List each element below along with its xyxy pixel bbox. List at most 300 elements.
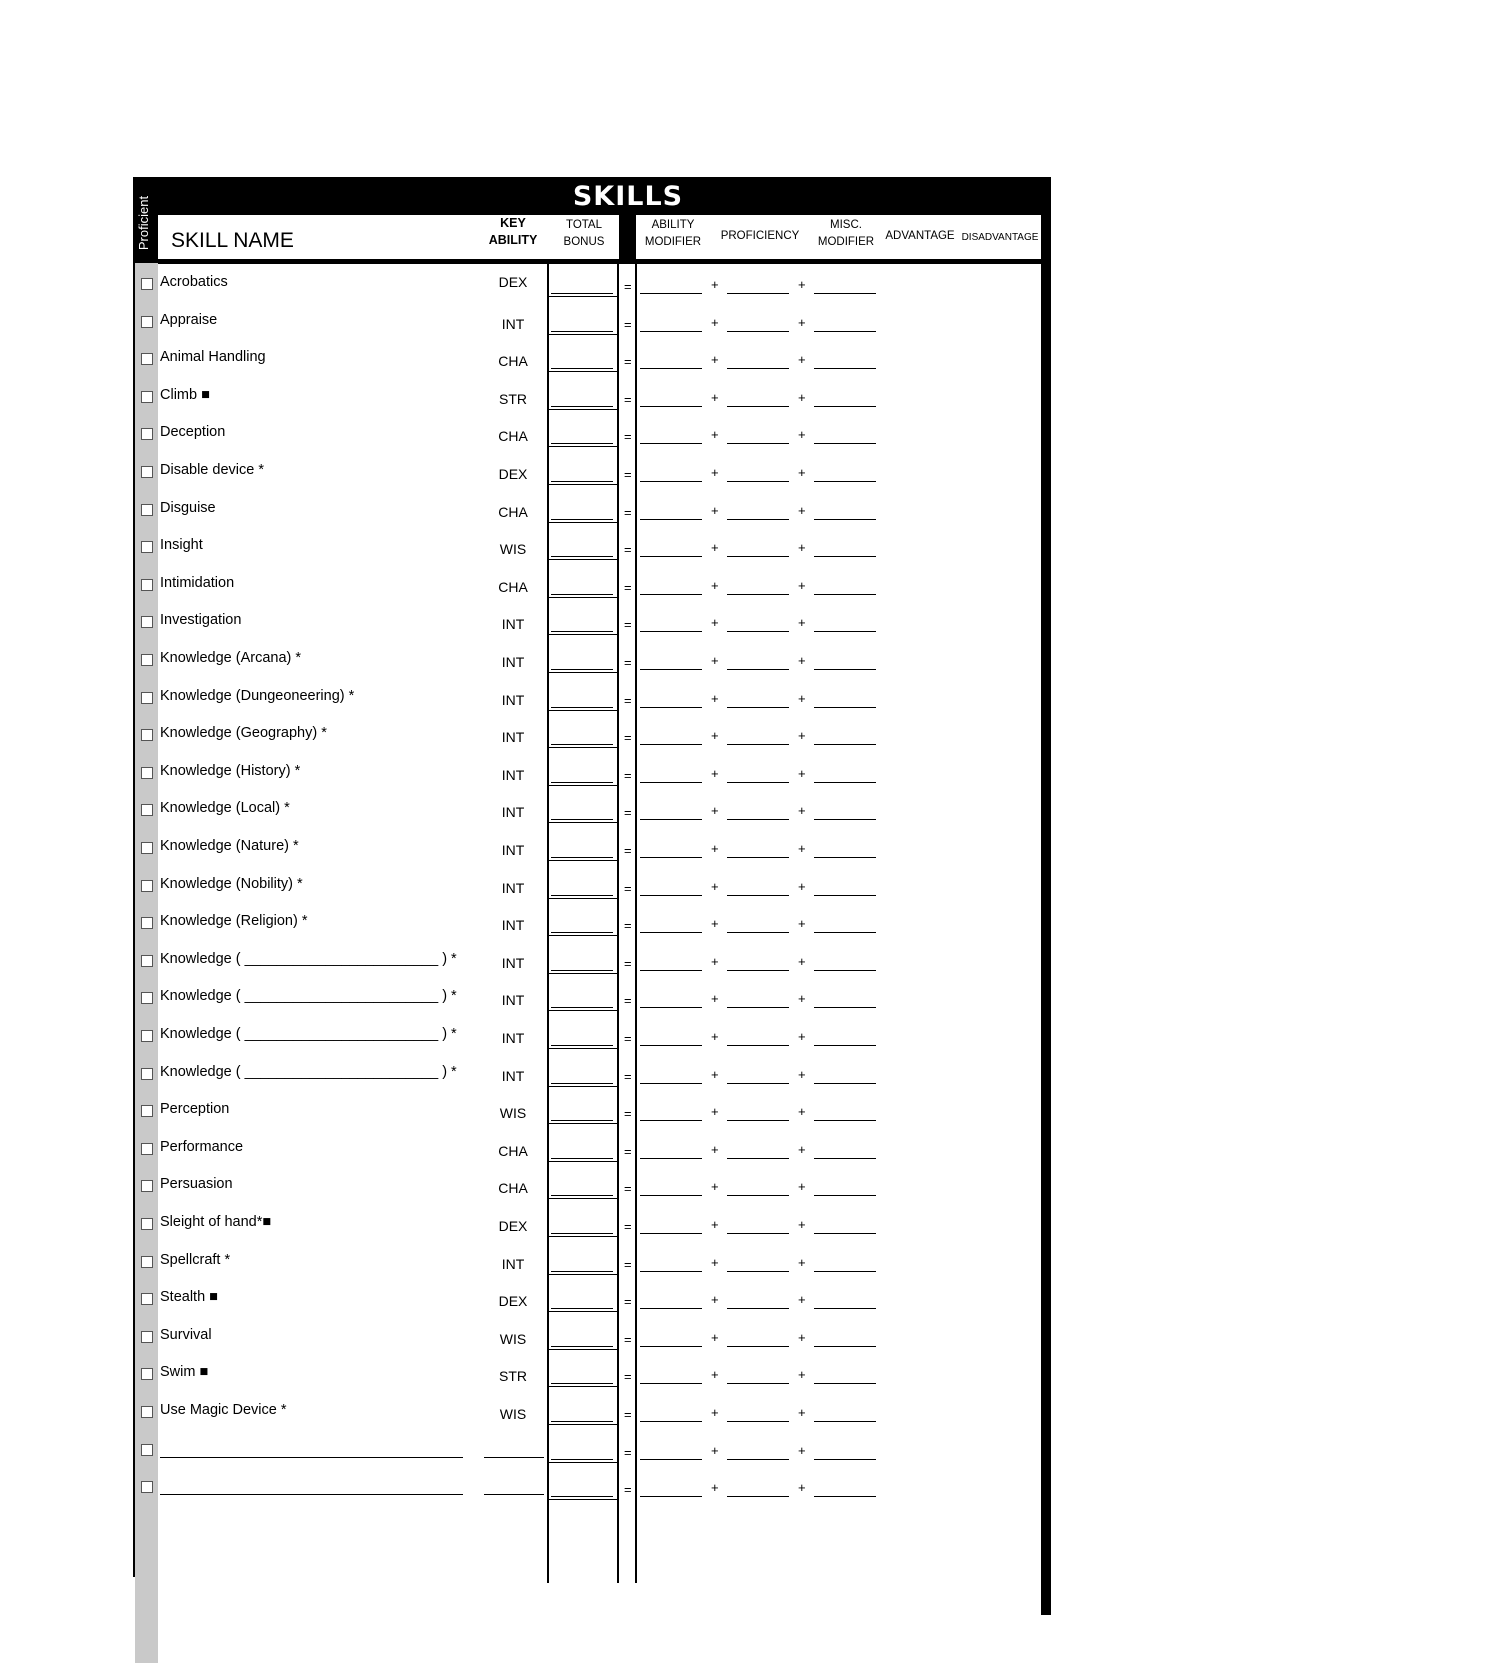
skill-name: Knowledge (Arcana) * <box>160 650 302 666</box>
key-ability: WIS <box>499 1330 527 1347</box>
misc-modifier-field[interactable] <box>814 1083 876 1084</box>
misc-modifier-field[interactable] <box>814 1120 876 1121</box>
misc-modifier-field[interactable] <box>814 1271 876 1272</box>
total-bonus-field[interactable] <box>551 406 613 407</box>
ability-modifier-field[interactable] <box>640 744 702 745</box>
total-bonus-rule <box>547 710 619 711</box>
total-bonus-field[interactable] <box>551 594 613 595</box>
proficient-checkbox[interactable] <box>141 353 153 365</box>
total-bonus-field[interactable] <box>551 970 613 971</box>
sheet-title: SKILLS <box>572 181 684 212</box>
misc-modifier-field[interactable] <box>814 519 876 520</box>
key-ability: CHA <box>498 353 528 370</box>
proficiency-field[interactable] <box>727 857 789 858</box>
proficiency-field[interactable] <box>727 1308 789 1309</box>
total-bonus-rule <box>547 1424 619 1425</box>
skill-row <box>133 1176 1041 1217</box>
ability-modifier-field[interactable] <box>640 1383 702 1384</box>
proficiency-field[interactable] <box>727 556 789 557</box>
key-ability: INT <box>501 729 525 746</box>
equals-sign: = <box>624 316 632 332</box>
key-ability: WIS <box>499 541 527 558</box>
total-bonus-field[interactable] <box>551 631 613 632</box>
total-bonus-field[interactable] <box>551 1233 613 1234</box>
misc-modifier-field[interactable] <box>814 556 876 557</box>
plus-sign: + <box>798 916 806 932</box>
skill-row <box>133 424 1041 465</box>
proficiency-field[interactable] <box>727 744 789 745</box>
proficient-checkbox[interactable] <box>141 955 153 967</box>
proficient-checkbox[interactable] <box>141 391 153 403</box>
total-bonus-field[interactable] <box>551 895 613 896</box>
total-bonus-field[interactable] <box>551 368 613 369</box>
ability-modifier-field[interactable] <box>640 1421 702 1422</box>
proficiency-field[interactable] <box>727 1421 789 1422</box>
misc-modifier-field[interactable] <box>814 481 876 482</box>
plus-sign: + <box>711 1066 719 1082</box>
misc-modifier-field[interactable] <box>814 293 876 294</box>
ability-modifier-field[interactable] <box>640 707 702 708</box>
skill-row <box>133 1251 1041 1293</box>
skill-row <box>133 1101 1041 1142</box>
key-ability-input[interactable] <box>484 1494 544 1495</box>
ability-modifier-field[interactable] <box>640 1346 702 1347</box>
ability-modifier-field[interactable] <box>640 293 702 294</box>
plus-sign: + <box>711 1292 719 1308</box>
proficient-checkbox[interactable] <box>141 692 153 704</box>
key-ability: INT <box>501 879 525 896</box>
misc-modifier-field[interactable] <box>814 1346 876 1347</box>
misc-modifier-field[interactable] <box>814 932 876 933</box>
skill-row <box>133 988 1041 1029</box>
total-bonus-field[interactable] <box>551 1195 613 1196</box>
proficient-checkbox[interactable] <box>141 880 153 892</box>
key-ability: INT <box>501 766 525 783</box>
ability-modifier-field[interactable] <box>640 1158 702 1159</box>
ability-modifier-field[interactable] <box>640 1459 702 1460</box>
skill-name: Knowledge ( ________________________ ) * <box>160 950 457 967</box>
skill-row <box>133 462 1041 503</box>
proficient-checkbox[interactable] <box>141 992 153 1004</box>
ability-modifier-field[interactable] <box>640 1308 702 1309</box>
proficient-checkbox[interactable] <box>141 1368 153 1380</box>
skill-name: Investigation <box>160 612 242 629</box>
skill-name-input[interactable] <box>160 1494 463 1495</box>
proficiency-field[interactable] <box>727 331 789 332</box>
skill-name: Swim ■ <box>160 1364 209 1381</box>
ability-modifier-field[interactable] <box>640 1120 702 1121</box>
proficiency-field[interactable] <box>727 1233 789 1234</box>
ability-modifier-field[interactable] <box>640 368 702 369</box>
skill-name: Persuasion <box>160 1176 233 1193</box>
plus-sign: + <box>798 653 806 668</box>
plus-sign: + <box>798 1029 806 1044</box>
ability-modifier-field[interactable] <box>640 669 702 670</box>
key-ability: CHA <box>498 578 528 595</box>
misc-modifier-field[interactable] <box>814 1045 876 1046</box>
ability-modifier-field[interactable] <box>640 443 702 444</box>
total-bonus-field[interactable] <box>551 1007 613 1008</box>
skill-row <box>133 650 1041 691</box>
total-bonus-field[interactable] <box>551 1120 613 1121</box>
proficient-checkbox[interactable] <box>141 1030 153 1042</box>
proficient-checkbox[interactable] <box>141 1068 153 1080</box>
misc-modifier-field[interactable] <box>814 331 876 332</box>
plus-sign: + <box>798 577 806 593</box>
equals-sign: = <box>624 692 632 708</box>
proficiency-field[interactable] <box>727 368 789 369</box>
total-bonus-field[interactable] <box>551 1459 613 1460</box>
misc-modifier-field[interactable] <box>814 1308 876 1309</box>
total-bonus-rule <box>547 334 619 335</box>
skill-name: Performance <box>160 1138 244 1155</box>
total-bonus-rule <box>547 1349 619 1350</box>
total-bonus-field[interactable] <box>551 782 613 783</box>
equals-sign: = <box>624 955 632 971</box>
key-ability: INT <box>501 804 525 821</box>
skill-name: Knowledge (Local) * <box>160 800 290 817</box>
proficiency-field[interactable] <box>727 1158 789 1159</box>
plus-sign: + <box>711 803 719 819</box>
ability-modifier-field[interactable] <box>640 895 702 896</box>
misc-modifier-field[interactable] <box>814 1421 876 1422</box>
total-bonus-field[interactable] <box>551 744 613 745</box>
proficiency-field[interactable] <box>727 895 789 896</box>
proficient-checkbox[interactable] <box>141 1444 153 1456</box>
plus-sign: + <box>798 690 806 706</box>
total-bonus-rule <box>547 1462 619 1463</box>
misc-modifier-field[interactable] <box>814 631 876 632</box>
proficiency-field[interactable] <box>727 932 789 933</box>
plus-sign: + <box>798 389 806 405</box>
total-bonus-field[interactable] <box>551 1421 613 1422</box>
proficient-checkbox[interactable] <box>141 504 153 516</box>
proficiency-field[interactable] <box>727 293 789 294</box>
plus-sign: + <box>798 1480 806 1496</box>
skill-name: Sleight of hand*■ <box>160 1214 272 1230</box>
plus-sign: + <box>711 991 719 1007</box>
ability-modifier-field[interactable] <box>640 1083 702 1084</box>
skill-row <box>133 950 1041 992</box>
plus-sign: + <box>711 1254 719 1270</box>
total-bonus-field[interactable] <box>551 1496 613 1497</box>
proficient-checkbox[interactable] <box>141 278 153 290</box>
plus-sign: + <box>798 1141 806 1157</box>
proficient-checkbox[interactable] <box>141 579 153 591</box>
plus-sign: + <box>798 427 806 443</box>
plus-sign: + <box>711 389 719 405</box>
ability-modifier-field[interactable] <box>640 594 702 595</box>
misc-modifier-field[interactable] <box>814 970 876 971</box>
proficient-checkbox[interactable] <box>141 1293 153 1305</box>
equals-sign: = <box>624 467 632 482</box>
skill-name: Spellcraft * <box>160 1251 231 1268</box>
misc-modifier-field[interactable] <box>814 1383 876 1384</box>
ability-modifier-field[interactable] <box>640 857 702 858</box>
proficiency-field[interactable] <box>727 970 789 971</box>
skill-name: Appraise <box>160 311 218 328</box>
key-ability-input[interactable] <box>484 1457 544 1458</box>
total-bonus-field[interactable] <box>551 1045 613 1046</box>
skill-row <box>133 1138 1041 1180</box>
skill-row <box>133 1326 1041 1368</box>
plus-sign: + <box>798 314 806 330</box>
misc-modifier-field[interactable] <box>814 594 876 595</box>
equals-sign: = <box>624 504 632 520</box>
proficiency-field[interactable] <box>727 1045 789 1046</box>
proficient-checkbox[interactable] <box>141 1256 153 1268</box>
skill-name: Knowledge ( ________________________ ) * <box>160 988 457 1005</box>
skill-row <box>133 386 1041 428</box>
plus-sign: + <box>798 991 806 1007</box>
proficiency-field[interactable] <box>727 1346 789 1347</box>
total-bonus-field[interactable] <box>551 1308 613 1309</box>
skill-row <box>133 574 1041 616</box>
proficient-checkbox[interactable] <box>141 1180 153 1192</box>
ability-modifier-field[interactable] <box>640 1195 702 1196</box>
total-bonus-field[interactable] <box>551 293 613 294</box>
plus-sign: + <box>798 465 806 480</box>
total-bonus-field[interactable] <box>551 556 613 557</box>
misc-modifier-field[interactable] <box>814 1496 876 1497</box>
skill-name: Stealth ■ <box>160 1289 218 1306</box>
total-bonus-rule <box>547 409 619 410</box>
skill-name: Perception <box>160 1101 230 1118</box>
proficient-checkbox[interactable] <box>141 1143 153 1155</box>
misc-modifier-field[interactable] <box>814 707 876 708</box>
plus-sign: + <box>798 1405 806 1420</box>
equals-sign: = <box>624 617 632 633</box>
ability-modifier-field[interactable] <box>640 406 702 407</box>
ability-modifier-field[interactable] <box>640 556 702 557</box>
total-bonus-rule <box>547 935 619 936</box>
equals-sign: = <box>624 1369 632 1385</box>
ability-modifier-field[interactable] <box>640 481 702 482</box>
equals-sign: = <box>624 1181 632 1197</box>
total-bonus-field[interactable] <box>551 857 613 858</box>
equals-sign: = <box>624 1482 632 1498</box>
total-bonus-rule <box>547 973 619 974</box>
total-bonus-field[interactable] <box>551 932 613 933</box>
proficiency-field[interactable] <box>727 443 789 444</box>
skill-name: Intimidation <box>160 574 235 591</box>
ability-modifier-field[interactable] <box>640 519 702 520</box>
ability-modifier-field[interactable] <box>640 1007 702 1008</box>
total-bonus-field[interactable] <box>551 1083 613 1084</box>
proficiency-field[interactable] <box>727 782 789 783</box>
misc-modifier-field[interactable] <box>814 669 876 670</box>
equals-sign: = <box>624 805 632 821</box>
misc-modifier-field[interactable] <box>814 782 876 783</box>
misc-modifier-field[interactable] <box>814 368 876 369</box>
misc-modifier-field[interactable] <box>814 443 876 444</box>
total-bonus-rule <box>547 1386 619 1387</box>
skill-name: Disable device * <box>160 462 264 478</box>
proficiency-field[interactable] <box>727 669 789 670</box>
proficiency-field[interactable] <box>727 406 789 407</box>
misc-modifier-field[interactable] <box>814 895 876 896</box>
key-ability: DEX <box>498 274 528 290</box>
header-separator <box>619 215 636 259</box>
skill-row <box>133 612 1041 653</box>
proficient-checkbox[interactable] <box>141 729 153 741</box>
proficient-checkbox[interactable] <box>141 1218 153 1230</box>
equals-sign: = <box>624 1256 632 1272</box>
equals-sign: = <box>624 767 632 783</box>
equals-sign: = <box>624 993 632 1009</box>
ability-modifier-field[interactable] <box>640 782 702 783</box>
total-bonus-field[interactable] <box>551 481 613 482</box>
proficient-checkbox[interactable] <box>141 1481 153 1493</box>
skill-row <box>133 1402 1041 1443</box>
key-ability: CHA <box>498 428 528 445</box>
plus-sign: + <box>711 653 719 668</box>
proficient-checkbox[interactable] <box>141 541 153 553</box>
proficient-checkbox[interactable] <box>141 917 153 929</box>
misc-modifier-field[interactable] <box>814 744 876 745</box>
proficiency-field[interactable] <box>727 1007 789 1008</box>
proficient-checkbox[interactable] <box>141 428 153 440</box>
proficient-checkbox[interactable] <box>141 842 153 854</box>
plus-sign: + <box>798 1066 806 1082</box>
plus-sign: + <box>798 352 806 368</box>
plus-sign: + <box>711 916 719 932</box>
key-ability: INT <box>501 1255 525 1272</box>
equals-sign: = <box>624 1106 632 1122</box>
skill-name: Animal Handling <box>160 349 266 366</box>
total-bonus-field[interactable] <box>551 519 613 520</box>
skill-name: Knowledge (History) * <box>160 762 301 779</box>
equals-sign: = <box>624 279 632 294</box>
skill-row <box>133 762 1041 804</box>
ability-modifier-field[interactable] <box>640 932 702 933</box>
total-bonus-field[interactable] <box>551 669 613 670</box>
equals-sign: = <box>624 1068 632 1084</box>
plus-sign: + <box>798 1179 806 1195</box>
skill-row <box>133 537 1041 578</box>
header-proficiency: PROFICIENCY <box>720 230 800 242</box>
equals-sign: = <box>624 843 632 858</box>
ability-modifier-field[interactable] <box>640 331 702 332</box>
proficient-checkbox[interactable] <box>141 466 153 478</box>
ability-modifier-field[interactable] <box>640 970 702 971</box>
proficiency-field[interactable] <box>727 1459 789 1460</box>
skill-row <box>133 725 1041 766</box>
misc-modifier-field[interactable] <box>814 1233 876 1234</box>
proficient-checkbox[interactable] <box>141 1331 153 1343</box>
equals-sign: = <box>624 1407 632 1422</box>
misc-modifier-field[interactable] <box>814 1195 876 1196</box>
header-rule <box>158 259 1041 264</box>
total-bonus-rule <box>547 522 619 523</box>
skill-name-input[interactable] <box>160 1457 463 1458</box>
plus-sign: + <box>711 1480 719 1496</box>
key-ability: STR <box>499 390 527 407</box>
proficiency-field[interactable] <box>727 819 789 820</box>
total-bonus-field[interactable] <box>551 819 613 820</box>
plus-sign: + <box>798 765 806 781</box>
ability-modifier-field[interactable] <box>640 1045 702 1046</box>
misc-modifier-field[interactable] <box>814 1158 876 1159</box>
misc-modifier-field[interactable] <box>814 819 876 820</box>
plus-sign: + <box>798 1254 806 1270</box>
equals-sign: = <box>624 918 632 934</box>
plus-sign: + <box>711 502 719 518</box>
total-bonus-rule <box>547 1274 619 1275</box>
proficiency-field[interactable] <box>727 1195 789 1196</box>
proficient-checkbox[interactable] <box>141 616 153 628</box>
proficiency-field[interactable] <box>727 1271 789 1272</box>
plus-sign: + <box>711 878 719 894</box>
misc-modifier-field[interactable] <box>814 857 876 858</box>
proficiency-field[interactable] <box>727 707 789 708</box>
proficiency-field[interactable] <box>727 1083 789 1084</box>
proficiency-field[interactable] <box>727 519 789 520</box>
key-ability: INT <box>501 842 525 858</box>
proficient-checkbox[interactable] <box>141 767 153 779</box>
plus-sign: + <box>798 615 806 631</box>
proficiency-field[interactable] <box>727 631 789 632</box>
proficiency-field[interactable] <box>727 1120 789 1121</box>
proficient-checkbox[interactable] <box>141 1105 153 1117</box>
total-bonus-field[interactable] <box>551 443 613 444</box>
proficient-checkbox[interactable] <box>141 316 153 328</box>
misc-modifier-field[interactable] <box>814 1007 876 1008</box>
proficient-label: Proficient <box>136 195 151 251</box>
proficient-checkbox[interactable] <box>141 804 153 816</box>
ability-modifier-field[interactable] <box>640 631 702 632</box>
equals-sign: = <box>624 1143 632 1159</box>
total-bonus-field[interactable] <box>551 1271 613 1272</box>
plus-sign: + <box>798 953 806 969</box>
skill-name: Knowledge (Religion) * <box>160 913 308 930</box>
plus-sign: + <box>798 841 806 856</box>
total-bonus-rule <box>547 898 619 899</box>
ability-modifier-field[interactable] <box>640 1271 702 1272</box>
plus-sign: + <box>798 540 806 556</box>
key-ability: INT <box>501 691 525 708</box>
equals-sign: = <box>624 429 632 445</box>
proficiency-field[interactable] <box>727 594 789 595</box>
total-bonus-field[interactable] <box>551 1383 613 1384</box>
total-bonus-field[interactable] <box>551 1158 613 1159</box>
misc-modifier-field[interactable] <box>814 406 876 407</box>
ability-modifier-field[interactable] <box>640 819 702 820</box>
proficiency-field[interactable] <box>727 1496 789 1497</box>
key-ability: DEX <box>498 1218 528 1234</box>
proficiency-field[interactable] <box>727 481 789 482</box>
key-ability: CHA <box>498 1142 528 1159</box>
key-ability: WIS <box>499 1105 527 1122</box>
plus-sign: + <box>711 314 719 330</box>
misc-modifier-field[interactable] <box>814 1459 876 1460</box>
total-bonus-field[interactable] <box>551 1346 613 1347</box>
header-skill-name: SKILL NAME <box>171 229 294 252</box>
equals-sign: = <box>624 1219 632 1234</box>
header-misc-modifier: MISC. MODIFIER <box>817 219 875 248</box>
total-bonus-field[interactable] <box>551 707 613 708</box>
ability-modifier-field[interactable] <box>640 1233 702 1234</box>
proficient-checkbox[interactable] <box>141 1406 153 1418</box>
total-bonus-field[interactable] <box>551 331 613 332</box>
plus-sign: + <box>711 540 719 556</box>
skill-name: Disguise <box>160 499 216 516</box>
plus-sign: + <box>711 841 719 856</box>
proficient-checkbox[interactable] <box>141 654 153 666</box>
total-bonus-rule <box>547 634 619 635</box>
ability-modifier-field[interactable] <box>640 1496 702 1497</box>
proficiency-field[interactable] <box>727 1383 789 1384</box>
